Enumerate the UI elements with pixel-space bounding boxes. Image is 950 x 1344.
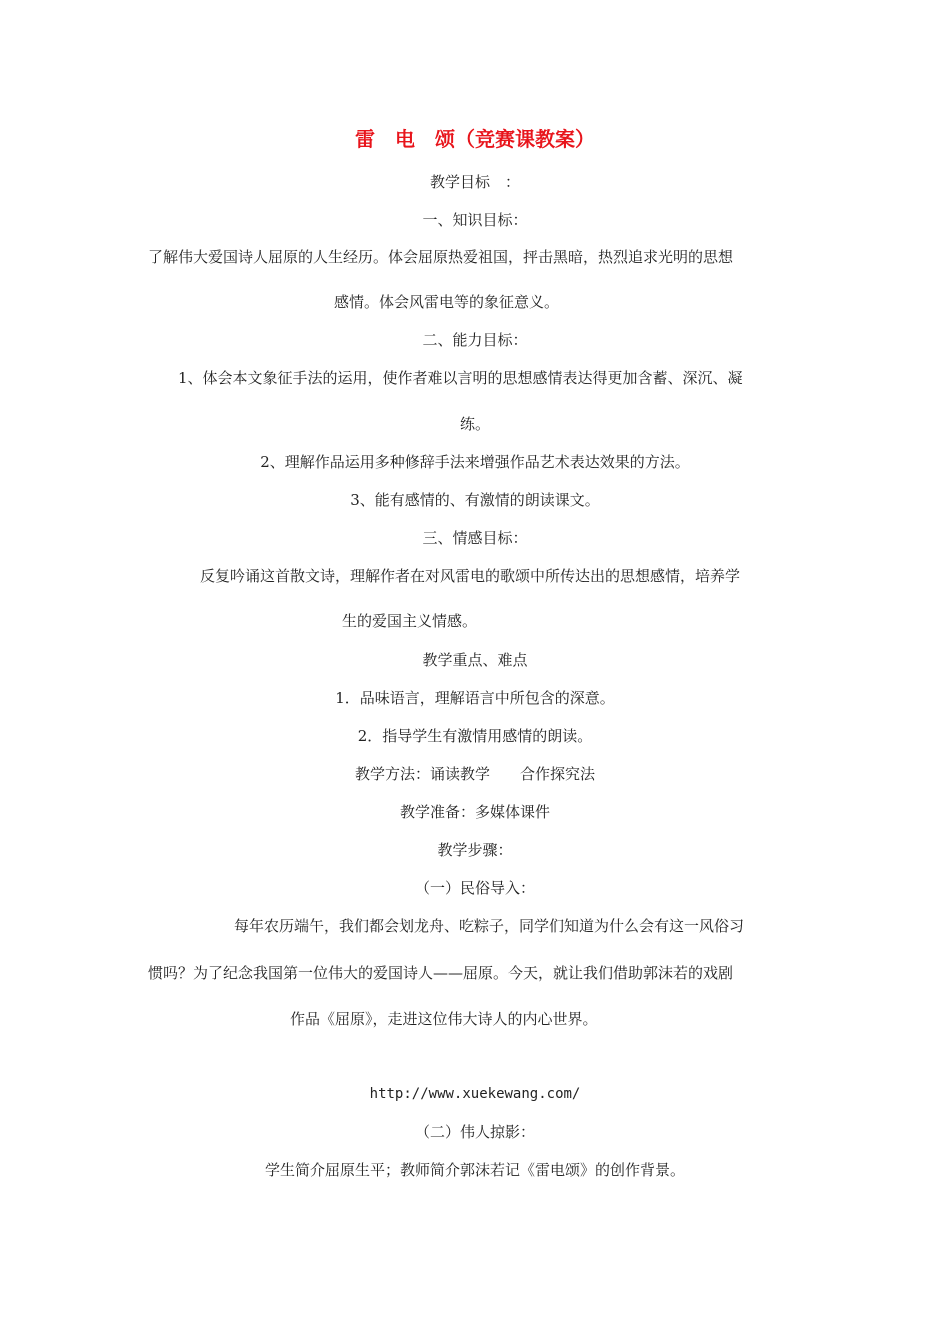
teaching-preparation: 教学准备：多媒体课件 xyxy=(399,803,550,821)
paragraph-emotion-line-2: 生的爱国主义情感。 xyxy=(342,612,478,630)
heading-step-1: （一）民俗导入： xyxy=(414,879,535,897)
document-title: 雷 电 颂（竞赛课教案） xyxy=(355,127,595,151)
heading-teaching-steps: 教学步骤： xyxy=(437,841,513,859)
paragraph-knowledge-line-1: 了解伟大爱国诗人屈原的人生经历。体会屈原热爱祖国，抨击黑暗，热烈追求光明的思想 xyxy=(148,248,734,266)
paragraph-step-1-line-1: 每年农历端午，我们都会划龙舟、吃粽子，同学们知道为什么会有这一风俗习 xyxy=(234,917,745,935)
paragraph-step-2: 学生简介屈原生平；教师简介郭沫若记《雷电颂》的创作背景。 xyxy=(264,1161,685,1179)
paragraph-ability-1-line-2: 练。 xyxy=(459,415,490,433)
heading-key-points: 教学重点、难点 xyxy=(422,651,528,669)
paragraph-step-1-line-2: 惯吗？为了纪念我国第一位伟大的爱国诗人——屈原。今天，就让我们借助郭沫若的戏剧 xyxy=(148,964,734,982)
paragraph-ability-1-line-1: 1、体会本文象征手法的运用，使作者难以言明的思想感情表达得更加含蓄、深沉、凝 xyxy=(178,369,743,387)
heading-emotion-goals: 三、情感目标： xyxy=(422,529,528,547)
teaching-method: 教学方法：诵读教学 合作探究法 xyxy=(354,765,595,783)
paragraph-ability-3: 3、能有感情的、有激情的朗读课文。 xyxy=(350,491,600,509)
section-heading-teaching-goals: 教学目标 ： xyxy=(429,173,520,191)
paragraph-ability-2: 2、理解作品运用多种修辞手法来增强作品艺术表达效果的方法。 xyxy=(260,453,690,471)
paragraph-step-1-line-3: 作品《屈原》，走进这位伟大诗人的内心世界。 xyxy=(290,1010,598,1028)
heading-knowledge-goals: 一、知识目标： xyxy=(422,211,528,229)
paragraph-emotion-line-1: 反复吟诵这首散文诗，理解作者在对风雷电的歌颂中所传达出的思想感情，培养学 xyxy=(200,567,741,585)
website-url: http://www.xuekewang.com/ xyxy=(369,1086,581,1102)
paragraph-knowledge-line-2: 感情。体会风雷电等的象征意义。 xyxy=(334,293,560,311)
key-point-1: 1．品味语言，理解语言中所包含的深意。 xyxy=(335,689,615,707)
heading-step-2: （二）伟人掠影： xyxy=(414,1123,535,1141)
heading-ability-goals: 二、能力目标： xyxy=(422,331,528,349)
key-point-2: 2．指导学生有激情用感情的朗读。 xyxy=(357,727,593,745)
